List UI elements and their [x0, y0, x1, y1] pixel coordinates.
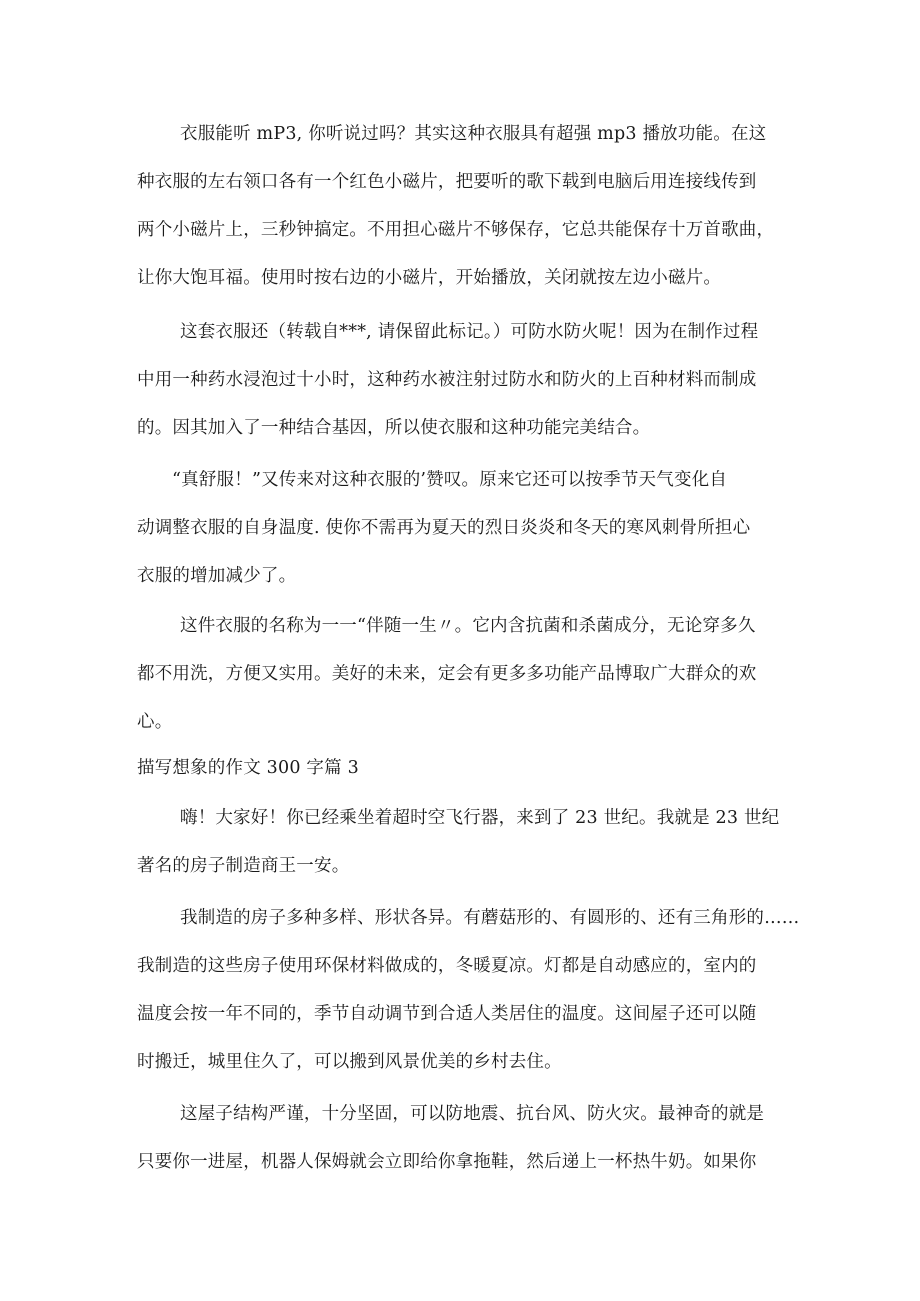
paragraph-2-line-2: 中用一种药水浸泡过十小时，这种药水被注射过防水和防火的上百种材料而制成 [137, 370, 757, 390]
paragraph-6-line-4: 时搬迁，城里住久了，可以搬到风景优美的乡村去住。 [137, 1052, 562, 1072]
paragraph-5-line-1: 嗨！大家好！你已经乘坐着超时空飞行器，来到了 23 世纪。我就是 23 世纪 [180, 808, 780, 828]
paragraph-4-line-3: 心。 [137, 712, 173, 732]
paragraph-1-line-2: 种衣服的左右领口各有一个红色小磁片，把要听的歌下载到电脑后用连接线传到 [137, 172, 757, 192]
paragraph-3-line-3: 衣服的增加减少了。 [137, 566, 297, 586]
paragraph-2-line-3: 的。因其加入了一种结合基因，所以使衣服和这种功能完美结合。 [137, 418, 651, 438]
paragraph-1-line-4: 让你大饱耳福。使用时按右边的小磁片，开始播放，关闭就按左边小磁片。 [137, 268, 722, 288]
paragraph-7-line-1: 这屋子结构严谨，十分坚固，可以防地震、抗台风、防火灾。最神奇的就是 [180, 1104, 765, 1124]
paragraph-6-line-1: 我制造的房子多种多样、形状各异。有蘑菇形的、有圆形的、还有三角形的…… [180, 908, 800, 928]
paragraph-6-line-2: 我制造的这些房子使用环保材料做成的，冬暖夏凉。灯都是自动感应的，室内的 [137, 956, 757, 976]
paragraph-4-line-1: 这件衣服的名称为一一“伴随一生〃。它内含抗菌和杀菌成分，无论穿多久 [180, 616, 756, 636]
paragraph-4-line-2: 都不用洗，方便又实用。美好的未来，定会有更多多功能产品博取广大群众的欢 [137, 664, 757, 684]
paragraph-1-line-1: 衣服能听 mP3, 你听说过吗？其实这种衣服具有超强 mp3 播放功能。在这 [180, 124, 767, 144]
paragraph-7-line-2: 只要你一进屋，机器人保姆就会立即给你拿拖鞋，然后递上一杯热牛奶。如果你 [137, 1152, 757, 1172]
paragraph-3-line-1: “真舒服！”又传来对这种衣服的’赞叹。原来它还可以按季节天气变化自 [172, 470, 728, 490]
paragraph-2-line-1: 这套衣服还（转载自***, 请保留此标记。）可防水防火呢！因为在制作过程 [180, 322, 759, 342]
paragraph-6-line-3: 温度会按一年不同的，季节自动调节到合适人类居住的温度。这间屋子还可以随 [137, 1004, 757, 1024]
section-heading: 描写想象的作文 300 字篇 3 [137, 758, 359, 778]
paragraph-1-line-3: 两个小磁片上，三秒钟搞定。不用担心磁片不够保存，它总共能保存十万首歌曲， [137, 220, 775, 240]
paragraph-5-line-2: 著名的房子制造商王一安。 [137, 856, 350, 876]
paragraph-3-line-2: 动调整衣服的自身温度. 使你不需再为夏天的烈日炎炎和冬天的寒风刺骨所担心 [137, 518, 751, 538]
